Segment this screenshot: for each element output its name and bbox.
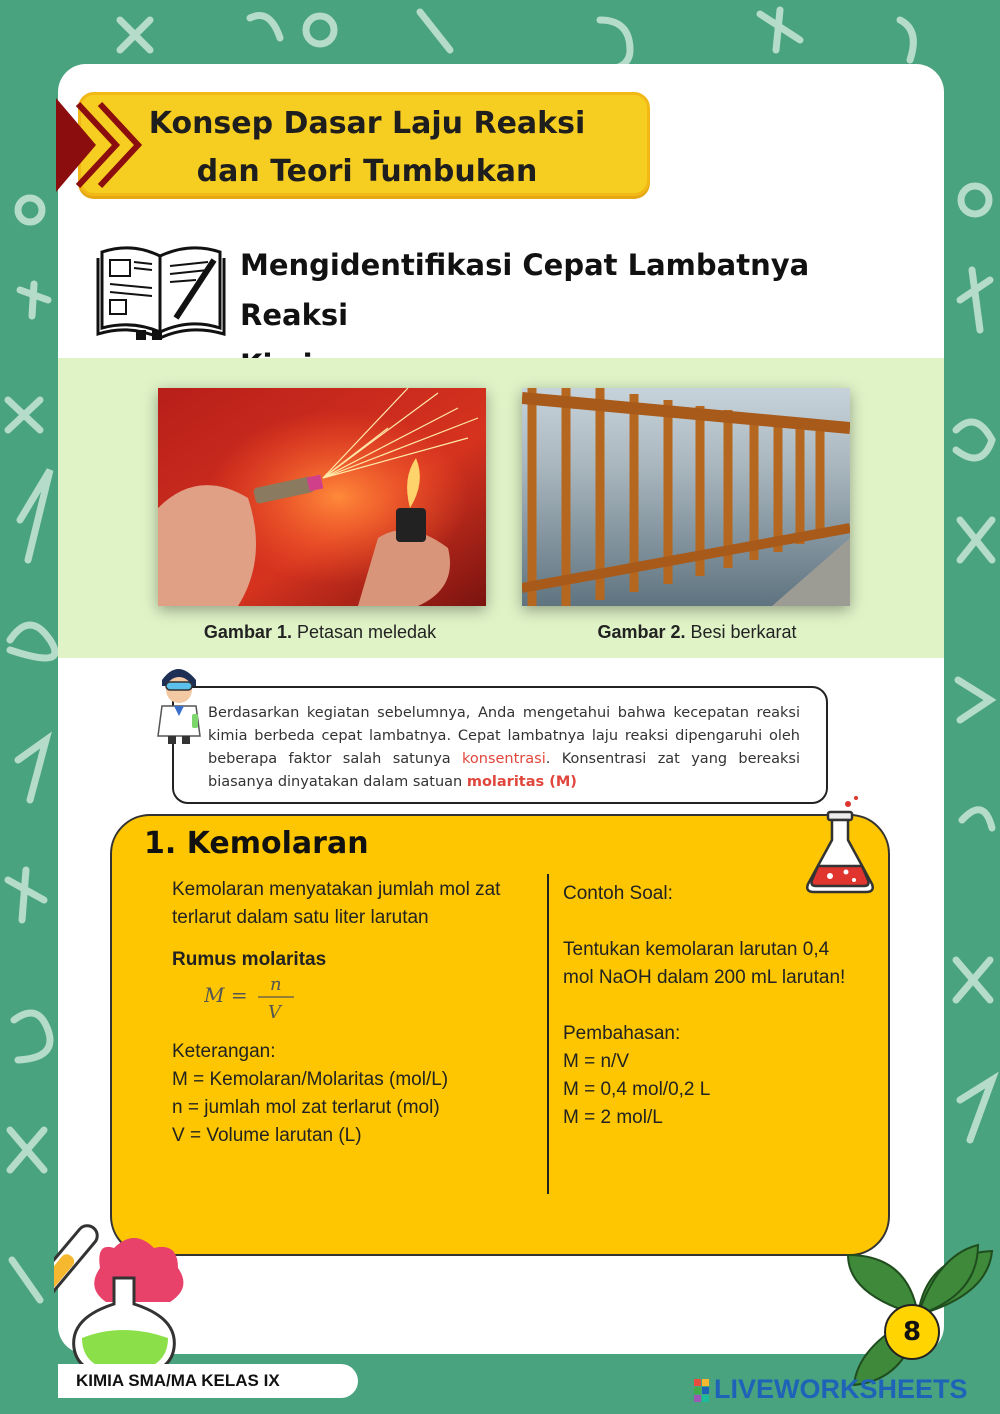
- solution-title: Pembahasan:: [563, 1023, 681, 1044]
- liveworksheets-logo[interactable]: [694, 1374, 968, 1404]
- firecracker-photo: [158, 388, 486, 606]
- kemolaran-title: 1. Kemolaran: [144, 826, 369, 861]
- figure-1-caption: [150, 622, 490, 643]
- green-flask-icon: [54, 1208, 194, 1378]
- formula-label: Rumus molaritas: [172, 949, 327, 970]
- note-item: n = jumlah mol zat terlarut (mol): [172, 1097, 440, 1118]
- example-column: [563, 880, 863, 1132]
- rusty-railing-photo: [522, 388, 850, 606]
- open-book-icon: [96, 238, 226, 342]
- info-text-2: . Konsentrasi zat yang bereaksi biasanya dinyatakan dalam satuan: [208, 751, 800, 790]
- section-heading-line1: Mengidentifikasi Cepat Lambatnya Reaksi: [240, 248, 810, 332]
- info-text-1: Berdasarkan kegiatan sebelumnya, Anda mengetahui bahwa kecepatan reaksi kimia berbeda cepat lambatnya. Cepat lambatnya laju reaksi dipengaruhi oleh beberapa faktor salah satunya: [208, 705, 800, 767]
- scientist-character-icon: [152, 662, 204, 744]
- molarity-formula: [204, 972, 304, 1028]
- figure-2-text: Besi berkarat: [690, 622, 797, 642]
- liveworksheets-brand-text: LIVEWORKSHEETS: [714, 1374, 968, 1404]
- figure-1-label: Gambar 1.: [203, 622, 292, 642]
- example-question: Tentukan kemolaran larutan 0,4 mol NaOH dalam 200 mL larutan!: [563, 939, 846, 988]
- formula-denominator: V: [268, 1002, 281, 1023]
- info-highlight-konsentrasi: konsentrasi: [462, 751, 546, 767]
- page-number: 8: [884, 1304, 940, 1360]
- book-label: KIMIA SMA/MA KELAS IX: [58, 1364, 358, 1398]
- solution-step: M = n/V: [563, 1051, 629, 1072]
- info-highlight-molaritas: molaritas (M): [466, 774, 577, 790]
- liveworksheets-logo-icon: [694, 1379, 710, 1403]
- note-item: M = Kemolaran/Molaritas (mol/L): [172, 1069, 449, 1090]
- note-item: V = Volume larutan (L): [172, 1125, 362, 1146]
- figure-2-caption: [527, 622, 867, 643]
- page-title: [122, 100, 612, 196]
- solution-step: M = 2 mol/L: [563, 1107, 663, 1128]
- figure-1-text: Petasan meledak: [296, 622, 437, 642]
- definition-text: Kemolaran menyatakan jumlah mol zat terlarut dalam satu liter larutan: [172, 879, 501, 928]
- page-title-line1: Konsep Dasar Laju Reaksi: [148, 106, 586, 141]
- figure-2-label: Gambar 2.: [597, 622, 686, 642]
- notes-title: Keterangan:: [172, 1041, 276, 1062]
- column-divider: [547, 874, 549, 1194]
- formula-lhs: M =: [204, 983, 248, 1007]
- solution-step: M = 0,4 mol/0,2 L: [563, 1079, 711, 1100]
- formula-numerator: n: [270, 974, 282, 995]
- info-box: [172, 686, 828, 804]
- page-title-line2: dan Teori Tumbukan: [196, 154, 538, 189]
- example-title: Contoh Soal:: [563, 883, 673, 904]
